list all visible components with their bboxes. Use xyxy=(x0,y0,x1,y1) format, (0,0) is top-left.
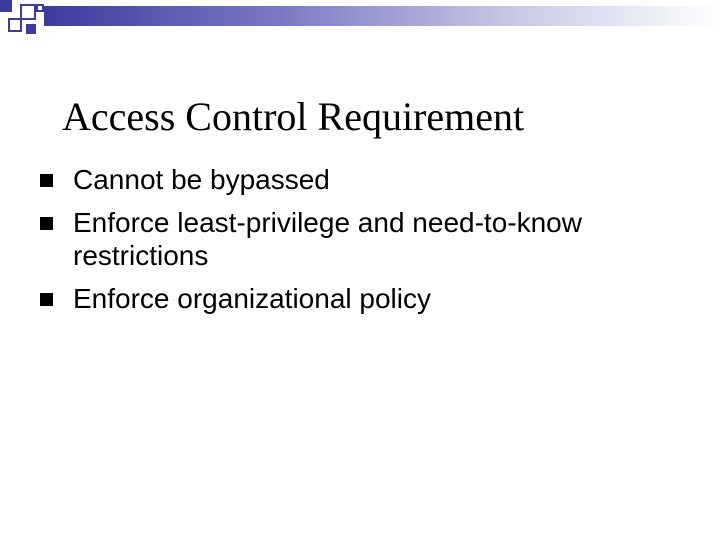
bullet-item xyxy=(40,282,700,315)
bullet-list xyxy=(40,163,700,325)
bullet-text: Enforce organizational policy xyxy=(73,283,431,314)
square-bullet-icon xyxy=(40,293,53,306)
outline-square-icon xyxy=(36,4,44,12)
square-bullet-icon xyxy=(40,217,53,230)
gradient-header-bar xyxy=(44,6,720,26)
slide-title: Access Control Requirement xyxy=(62,94,525,139)
outline-square-icon xyxy=(8,18,22,32)
filled-square-icon xyxy=(26,24,36,34)
filled-square-icon xyxy=(0,0,12,12)
square-bullet-icon xyxy=(40,174,53,187)
bullet-item xyxy=(40,163,700,196)
bullet-text: Cannot be bypassed xyxy=(73,164,330,195)
outline-square-icon xyxy=(20,4,36,20)
bullet-text: Enforce least-privilege and need-to-know restrictions xyxy=(73,207,582,271)
bullet-item xyxy=(40,206,700,272)
